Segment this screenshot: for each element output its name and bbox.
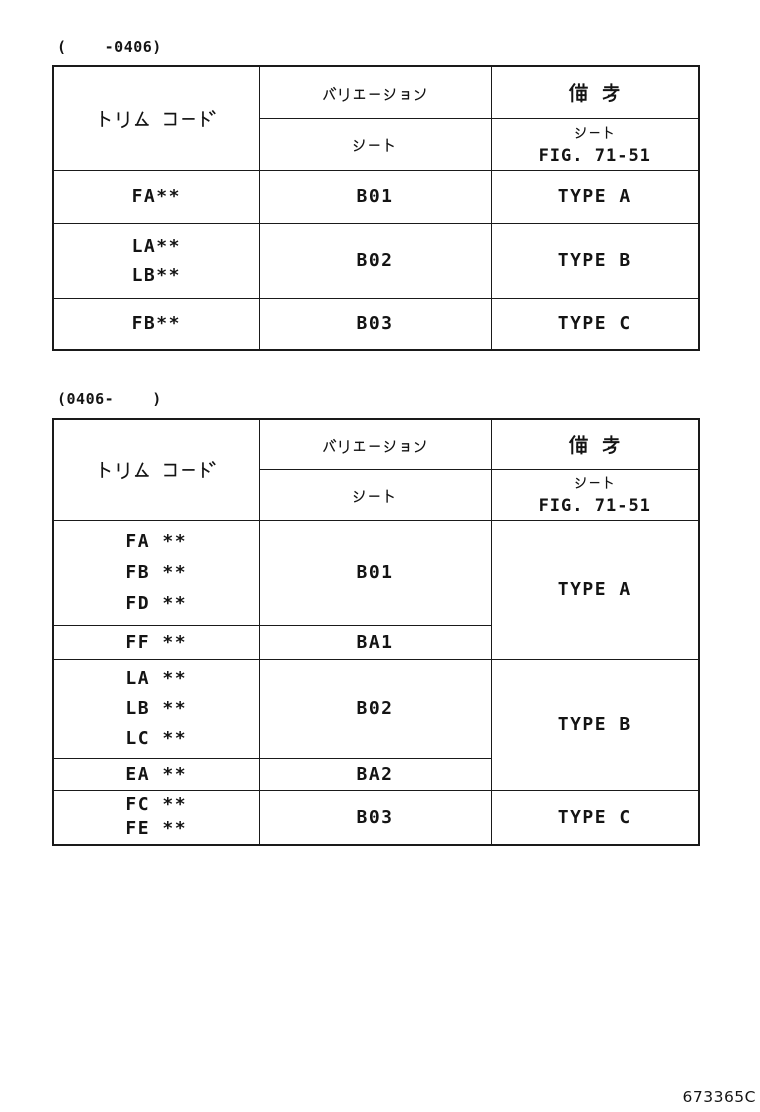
- fig-reference-text: FIG. 71-51: [538, 496, 651, 517]
- trim-code-value: FF **: [125, 631, 188, 653]
- trim-code-header-cell: [53, 66, 259, 170]
- variation-code-cell: BA1: [259, 625, 491, 659]
- seat-subheader-cell: [259, 118, 491, 170]
- table-row: [53, 223, 699, 298]
- table-header-row: [53, 66, 699, 118]
- trim-code-value: LC **: [125, 727, 188, 749]
- trim-codes-cell: [53, 223, 259, 298]
- trim-codes-cell: [53, 790, 259, 845]
- trim-codes-cell: [53, 659, 259, 758]
- trim-code-value: LA **: [125, 667, 188, 689]
- trim-code-label-jp: [95, 460, 218, 480]
- trim-code-value: FC **: [125, 794, 188, 816]
- trim-code-value: FA**: [131, 186, 181, 207]
- trim-code-header-cell: [53, 419, 259, 520]
- variation-code-cell: BA2: [259, 758, 491, 790]
- trim-code-value: LA**: [131, 235, 181, 257]
- table-row: [53, 170, 699, 223]
- seat-label-jp: [351, 135, 399, 154]
- table-row: [53, 659, 699, 758]
- trim-codes-cell: [53, 520, 259, 625]
- variation-label-jp: [321, 435, 430, 454]
- table-header-row: [53, 419, 699, 469]
- trim-code-value: FD **: [125, 593, 188, 614]
- remark-type-cell: TYPE C: [491, 298, 699, 350]
- fig-reference-text: FIG. 71-51: [538, 145, 651, 166]
- remark-type-cell: TYPE B: [491, 659, 699, 790]
- trim-code-value: FB**: [131, 313, 181, 335]
- remark-type-cell: TYPE B: [491, 223, 699, 298]
- trim-code-value: FB **: [125, 562, 188, 583]
- variation-code-cell: B02: [259, 223, 491, 298]
- variation-label-jp: [321, 83, 430, 102]
- remarks-seat-label-jp: [492, 470, 699, 495]
- remarks-header-cell: [491, 419, 699, 469]
- remarks-label-jp: [566, 433, 624, 456]
- table-row: [53, 520, 699, 625]
- remarks-seat-subheader-cell: [491, 118, 699, 170]
- table-row: [53, 790, 699, 845]
- trim-code-value: EA **: [125, 763, 188, 785]
- page-code: 673365C: [682, 1088, 756, 1106]
- period-label-post-0406: (0406- ): [57, 390, 162, 408]
- trim-table-post-0406: [52, 418, 700, 846]
- seat-label-jp: [351, 486, 399, 505]
- trim-code-label-jp: [95, 108, 218, 128]
- trim-codes-cell: [53, 625, 259, 659]
- variation-header-cell: [259, 66, 491, 118]
- remark-type-cell: TYPE A: [491, 520, 699, 659]
- variation-code-cell: B01: [259, 170, 491, 223]
- remarks-label-jp: [566, 81, 624, 104]
- trim-codes-cell: [53, 758, 259, 790]
- trim-code-value: FE **: [125, 818, 188, 840]
- remarks-seat-label-jp: [492, 119, 699, 144]
- variation-code-cell: B01: [259, 520, 491, 625]
- trim-code-value: LB **: [125, 697, 188, 719]
- remark-type-cell: TYPE A: [491, 170, 699, 223]
- remarks-header-cell: [491, 66, 699, 118]
- period-label-pre-0406: ( -0406): [57, 38, 162, 56]
- seat-subheader-cell: [259, 469, 491, 520]
- trim-code-value: FA **: [125, 531, 188, 552]
- trim-code-value: LB**: [131, 264, 181, 286]
- variation-code-cell: B02: [259, 659, 491, 758]
- trim-codes-cell: [53, 170, 259, 223]
- variation-code-cell: B03: [259, 790, 491, 845]
- variation-code-cell: B03: [259, 298, 491, 350]
- remark-type-cell: TYPE C: [491, 790, 699, 845]
- remarks-seat-subheader-cell: [491, 469, 699, 520]
- trim-table-pre-0406: [52, 65, 700, 351]
- trim-codes-cell: [53, 298, 259, 350]
- variation-header-cell: [259, 419, 491, 469]
- table-row: [53, 298, 699, 350]
